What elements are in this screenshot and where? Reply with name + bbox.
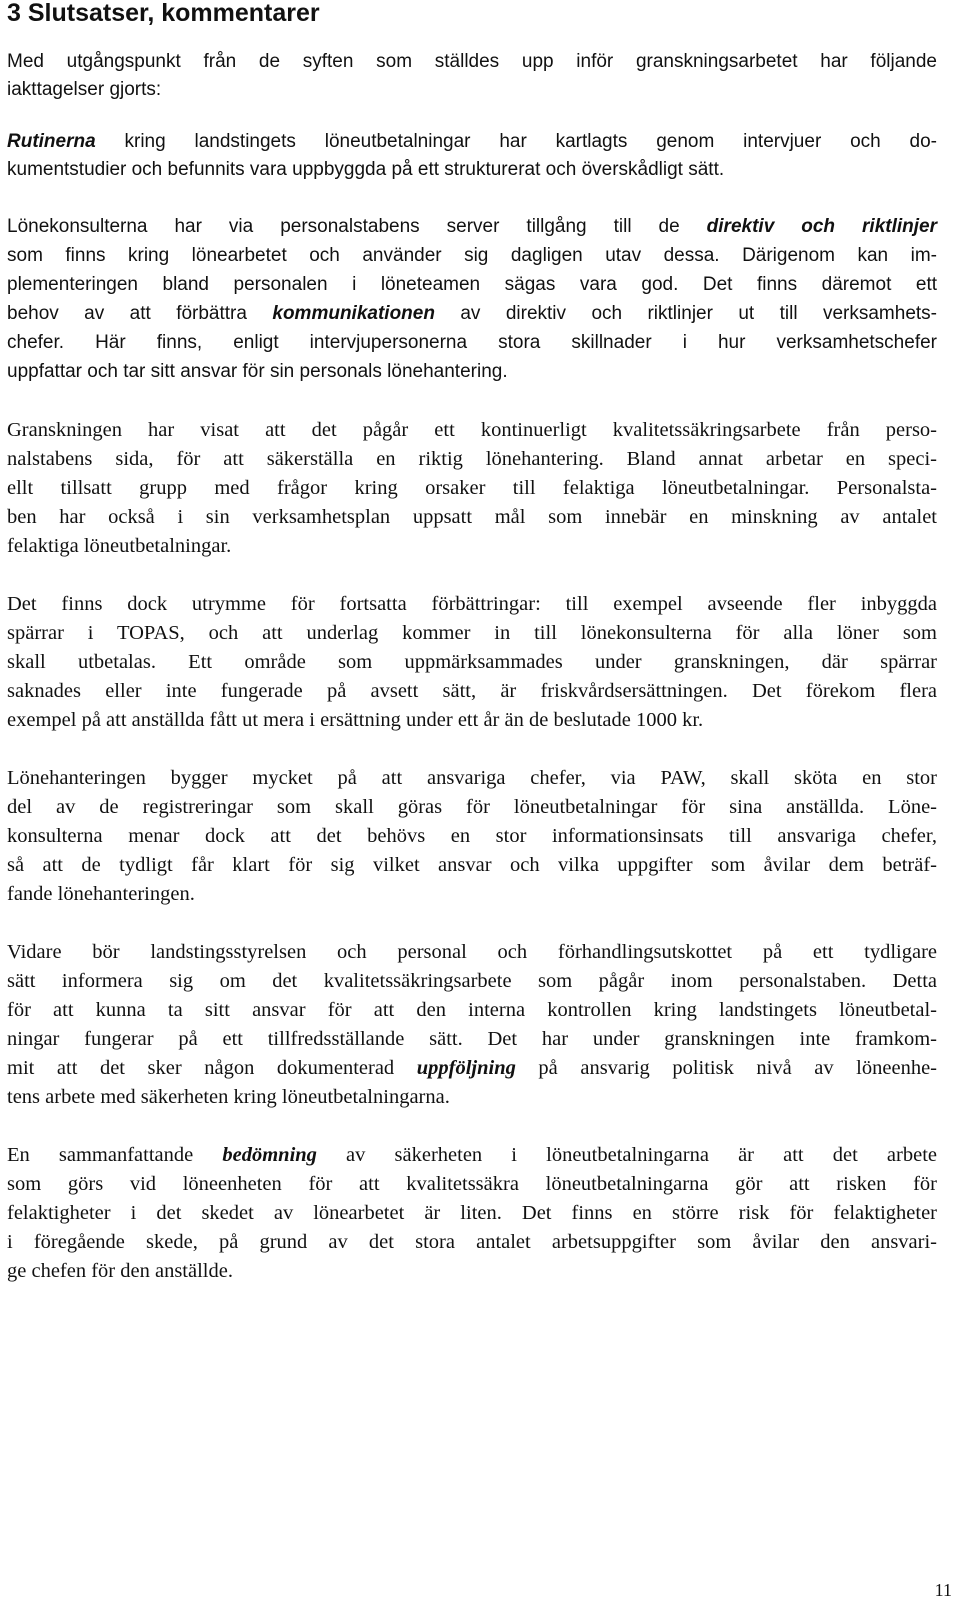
emphasized-term: bedömning bbox=[222, 1144, 317, 1166]
text-span: spärrar i TOPAS, och att underlag kommer in till lönekonsulterna för alla löner som bbox=[7, 622, 937, 644]
text-span: som görs vid löneenheten för att kvalitetssäkra löneutbetalningarna gör att risken för bbox=[7, 1173, 937, 1195]
text-span: kumentstudier och befunnits vara uppbyggda på ett strukturerat och överskådligt sätt. bbox=[7, 159, 725, 180]
text-line bbox=[7, 648, 937, 676]
text-line bbox=[7, 764, 937, 792]
text-line bbox=[7, 128, 937, 156]
text-span: sätt informera sig om det kvalitetssäkringsarbete som pågår inom personalstaben. Detta bbox=[7, 970, 937, 992]
text-span: uppfattar och tar sitt ansvar för sin personals lönehantering. bbox=[7, 361, 508, 382]
text-span: nalstabens sida, för att säkerställa en riktig lönehantering. Bland annat arbetar en speci- bbox=[7, 448, 937, 470]
text-span: Lönekonsulterna har via personalstabens server tillgång till de bbox=[7, 216, 707, 237]
text-span: Granskningen har visat att det pågår ett kontinuerligt kvalitetssäkringsarbete från perso- bbox=[7, 419, 937, 441]
text-line bbox=[7, 851, 937, 879]
text-span: Det finns dock utrymme för fortsatta förbättringar: till exempel avseende fler inbyggda bbox=[7, 593, 937, 615]
text-line bbox=[7, 1141, 937, 1169]
text-span: för att kunna ta sitt ansvar för att den interna kontrollen kring landstingets löneutbetal- bbox=[7, 999, 937, 1021]
emphasized-term: Rutinerna bbox=[7, 131, 96, 152]
text-span: av säkerheten i löneutbetalningarna är att det arbete bbox=[316, 1144, 937, 1166]
text-span: plementeringen bland personalen i löneteamen sägas vara god. Det finns däremot ett bbox=[7, 274, 937, 295]
text-line bbox=[7, 880, 937, 908]
text-line bbox=[7, 532, 937, 560]
text-span: iakttagelser gjorts: bbox=[7, 79, 162, 100]
text-line bbox=[7, 300, 937, 328]
text-line bbox=[7, 48, 937, 76]
text-span: i föregående skede, på grund av det stora antalet arbetsuppgifter som åvilar den ansvari- bbox=[7, 1231, 937, 1253]
text-line bbox=[7, 213, 937, 241]
emphasized-term: kommunikationen bbox=[272, 303, 435, 324]
text-line bbox=[7, 1025, 937, 1053]
text-span: saknades eller inte fungerade på avsett sätt, är friskvårdsersättningen. Det förekom flera bbox=[7, 680, 937, 702]
page-number: 11 bbox=[934, 1580, 952, 1600]
text-span: Lönehanteringen bygger mycket på att ansvariga chefer, via PAW, skall sköta en stor bbox=[7, 767, 937, 789]
text-span: tens arbete med säkerheten kring löneutbetalningarna. bbox=[7, 1086, 450, 1108]
emphasized-term: direktiv och riktlinjer bbox=[706, 216, 937, 237]
text-line bbox=[7, 358, 937, 386]
text-line bbox=[7, 793, 937, 821]
text-span: mit att det sker någon dokumenterad bbox=[7, 1057, 417, 1079]
text-span: felaktigheter i det skedet av lönearbetet är liten. Det finns en större risk för felaktigheter bbox=[7, 1202, 937, 1224]
text-line bbox=[7, 242, 937, 270]
text-line bbox=[7, 445, 937, 473]
text-line bbox=[7, 996, 937, 1024]
text-line bbox=[7, 329, 937, 357]
text-line bbox=[7, 1228, 937, 1256]
emphasized-term: uppföljning bbox=[416, 1057, 516, 1079]
text-span: fande lönehanteringen. bbox=[7, 883, 195, 905]
text-span: som finns kring lönearbetet och använder sig dagligen utav dessa. Därigenom kan im- bbox=[7, 245, 937, 266]
text-span: Vidare bör landstingsstyrelsen och personal och förhandlingsutskottet på ett tydligare bbox=[7, 941, 937, 963]
text-span: på ansvarig politisk nivå av löneenhe- bbox=[515, 1057, 937, 1079]
text-line bbox=[7, 503, 937, 531]
text-span: behov av att förbättra bbox=[7, 303, 273, 324]
text-span: ben har också i sin verksamhetsplan uppsatt mål som innebär en minskning av antalet bbox=[7, 506, 937, 528]
text-line bbox=[7, 677, 937, 705]
text-line bbox=[7, 967, 937, 995]
text-line bbox=[7, 474, 937, 502]
text-span: ellt tillsatt grupp med frågor kring orsaker till felaktiga löneutbetalningar. Personalsta- bbox=[7, 477, 937, 499]
text-span: chefer. Här finns, enligt intervjupersonerna stora skillnader i hur verksamhetschefer bbox=[7, 332, 937, 353]
text-span: kring landstingets löneutbetalningar har kartlagts genom intervjuer och do- bbox=[95, 131, 937, 152]
text-line bbox=[7, 156, 937, 184]
text-line bbox=[7, 706, 937, 734]
text-line bbox=[7, 1054, 937, 1082]
text-line bbox=[7, 1257, 937, 1285]
text-span: ge chefen för den anställde. bbox=[7, 1260, 233, 1282]
text-span: Med utgångspunkt från de syften som ställdes upp inför granskningsarbetet har följande bbox=[7, 51, 937, 72]
text-line bbox=[7, 590, 937, 618]
text-line bbox=[7, 76, 937, 104]
text-line bbox=[7, 822, 937, 850]
text-span: av direktiv och riktlinjer ut till verksamhets- bbox=[434, 303, 937, 324]
text-line bbox=[7, 271, 937, 299]
text-span: så att de tydligt får klart för sig vilket ansvar och vilka uppgifter som åvilar dem beträf- bbox=[7, 854, 937, 876]
text-line bbox=[7, 1170, 937, 1198]
text-line bbox=[7, 1199, 937, 1227]
text-line bbox=[7, 1083, 937, 1111]
text-span: felaktiga löneutbetalningar. bbox=[7, 535, 232, 557]
text-line bbox=[7, 416, 937, 444]
text-span: konsulterna menar dock att det behövs en stor informationsinsats till ansvariga chefer, bbox=[7, 825, 937, 847]
text-span: del av de registreringar som skall göras för löneutbetalningar för sina anställda. Löne- bbox=[7, 796, 937, 818]
text-span: ningar fungerar på ett tillfredsställande sätt. Det har under granskningen inte framkom- bbox=[7, 1028, 937, 1050]
text-span: En sammanfattande bbox=[7, 1144, 223, 1166]
text-span: exempel på att anställda fått ut mera i ersättning under ett år än de beslutade 1000 kr. bbox=[7, 709, 704, 731]
text-line bbox=[7, 938, 937, 966]
text-line bbox=[7, 619, 937, 647]
text-span: skall utbetalas. Ett område som uppmärksammades under granskningen, där spärrar bbox=[7, 651, 937, 673]
section-heading: 3 Slutsatser, kommentarer bbox=[7, 0, 320, 27]
